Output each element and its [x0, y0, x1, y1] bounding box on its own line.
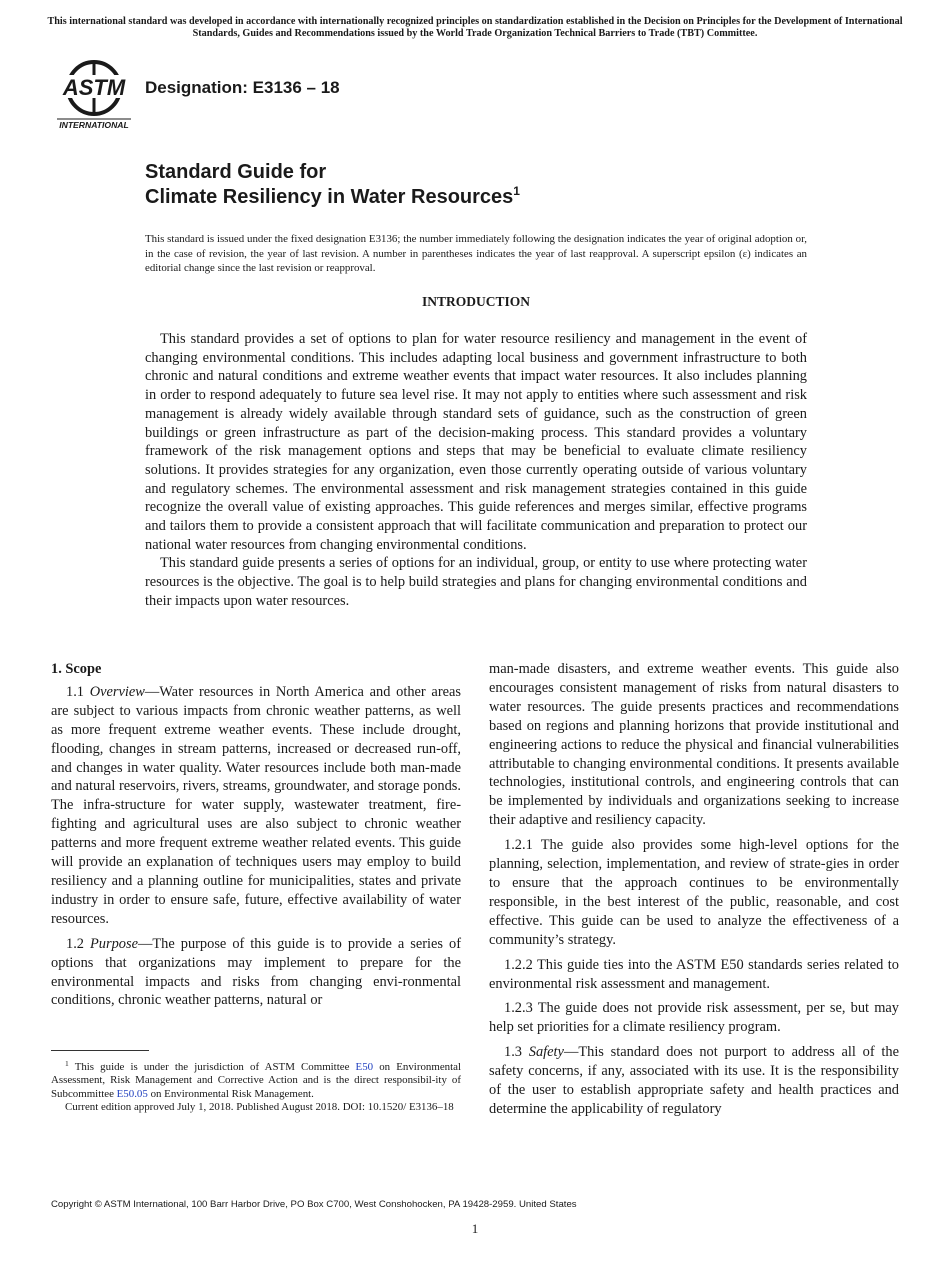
page-number: 1 [471, 1221, 479, 1236]
section-number: 1.3 [504, 1044, 522, 1061]
astm-logo [53, 58, 135, 130]
logo-text: ASTM [62, 75, 126, 100]
title-footnote-marker: 1 [513, 184, 520, 198]
footnote-jurisdiction [51, 1061, 461, 1101]
section-1-2-2: 1.2.2 This guide ties into the ASTM E50 standards series related to environmental risk assessment and management. [489, 956, 899, 992]
section-1-2-continued: man-made disasters, and extreme weather events. This guide also encourages consistent management of risks from natural disasters to water resources. The guide presents practices and recommendations based on regions and planning horizons that provide institutional and engineering actions to reduce the physical and financial vulnerabilities attributable to changing environmental conditions. It presents available technologies, institutional controls, and engineering controls that can be implemented by individuals and organizations seeking to increase their adaptive and resiliency capacity. [489, 661, 899, 829]
committee-e50-link[interactable]: E50 [355, 1061, 374, 1073]
footnote-text: This guide is under the jurisdiction of ASTM Committee [74, 1061, 350, 1073]
section-text: —Water resources in North America and other areas are subject to various impacts from chronic weather patterns, as well as more frequent extreme weather events. These include drought, flooding, changes in stream patterns, increased or decreased run-off, and changes in water quality. Water resources include both man-made and natural reservoirs, rivers, streams, groundwater, and storage ponds. The infra-structure for water supply, wastewater treatment, fire-fighting and agricultural uses are also subject to chronic weather patterns and more frequent extreme weather related events. This guide will provide an explanation of techniques users may employ to build resiliency and a planning outline for municipalities, states and private industry in order to ensure safe, future, effective availability of water resources. [51, 683, 461, 927]
copyright: Copyright © ASTM International, 100 Barr Harbor Drive, PO Box C700, West Conshohocken, PA 19428-2959. United States [51, 1199, 577, 1210]
footnote-marker: 1 [65, 1059, 69, 1068]
section-term: Purpose [90, 935, 138, 952]
document-title [145, 160, 520, 210]
section-1-2-1: 1.2.1 The guide also provides some high-level options for the planning, selection, implementation, and review of strate-gies in order to ensure that the approach continues to be environmentally responsible, in the best interest of the public, reasonable, and cost effective. This guide can be used to analyze the effectiveness of a community’s strategy. [489, 837, 899, 948]
title-line-1: Standard Guide for [145, 161, 327, 183]
footnote-divider [51, 1050, 149, 1051]
section-number: 1.2 [66, 935, 84, 952]
title-line-2: Climate Resiliency in Water Resources [145, 186, 514, 208]
introduction-heading: INTRODUCTION [421, 294, 530, 309]
section-text: —The purpose of this guide is to provide a series of options that organizations may implement to prepare for the environmental impacts and risks from changing envi-ronmental conditions, chronic weather patterns, natural or [51, 935, 461, 1009]
footnote-text: on Environmental Assessment, Risk Management and Corrective Action and is the direct responsibil-ity of Subcommittee [51, 1061, 461, 1100]
designation: Designation: E3136 – 18 [145, 78, 340, 97]
intro-paragraph-2: This standard guide presents a series of options for an individual, group, or entity to use where protecting water resources is the objective. The goal is to help build strategies and plans for changing environmental conditions and their impacts upon water resources. [145, 555, 807, 609]
intro-paragraph-1: This standard provides a set of options to plan for water resource resiliency and management in the event of changing environmental conditions. This includes adapting local business and government infrastructure to both chronic and natural conditions and extreme weather events that impact water resources. It also includes planning in order to respond adequately to future sea level rise. It may not apply to entities where such assessment and risk management is already widely available through standard sets of guidance, such as the construction of green buildings or green infrastructure as part of the decision-making process. This standard provides a voluntary framework of the risk management options and steps that may be beneficial to evaluate climate resiliency solutions. It provides strategies for any organization, even those currently operating outside of various voluntary and regulatory schemes. The environmental assessment and risk management strategies contained in this guide recognize the overall value of existing approaches. This guide references and merges similar, effective programs and tailors them to provide a consistent approach that will facilitate communication and preparation to protect our national water resources from changing environmental conditions. [145, 331, 807, 553]
footnote-text: on Environmental Risk Management. [150, 1087, 314, 1100]
left-column [51, 660, 461, 1016]
section-text: —This standard does not purport to address all of the safety concerns, if any, associated with its use. It is the responsibility of the user to establish appropriate safety and health practices and determine the applicability of regulatory [489, 1044, 899, 1117]
section-term: Safety [528, 1044, 564, 1061]
logo-subtext: INTERNATIONAL [59, 120, 129, 130]
issue-note: This standard is issued under the fixed designation E3136; the number immediately following the designation indicates the year of original adoption or, in the case of revision, the year of last revision. A number in parentheses indicates the year of last reapproval. A superscript epsilon (ε) indicates an editorial change since the last revision or reapproval. [145, 233, 807, 274]
section-term: Overview [89, 683, 145, 700]
tbt-notice: This international standard was developed in accordance with internationally recognized principles on standardization established in the Decision on Principles for the Development of International Standards, Guides and Recommendations issued by the World Trade Organization Technical Barriers to Trade (TBT) Committee. [47, 16, 903, 39]
section-1-2-3: 1.2.3 The guide does not provide risk assessment, per se, but may help set priorities for a climate resiliency program. [489, 1000, 899, 1036]
section-number: 1.1 [66, 683, 84, 700]
footnote-edition: Current edition approved July 1, 2018. Published August 2018. DOI: 10.1520/ E3136–18 [65, 1101, 454, 1114]
section-1-3 [489, 1043, 899, 1119]
scope-heading: 1. Scope [51, 661, 102, 677]
footnote [51, 1061, 461, 1115]
right-column [489, 660, 899, 1125]
section-1-1 [51, 683, 461, 929]
subcommittee-e50-05-link[interactable]: E50.05 [116, 1087, 148, 1100]
introduction-body [145, 330, 807, 611]
section-1-2 [51, 935, 461, 1011]
